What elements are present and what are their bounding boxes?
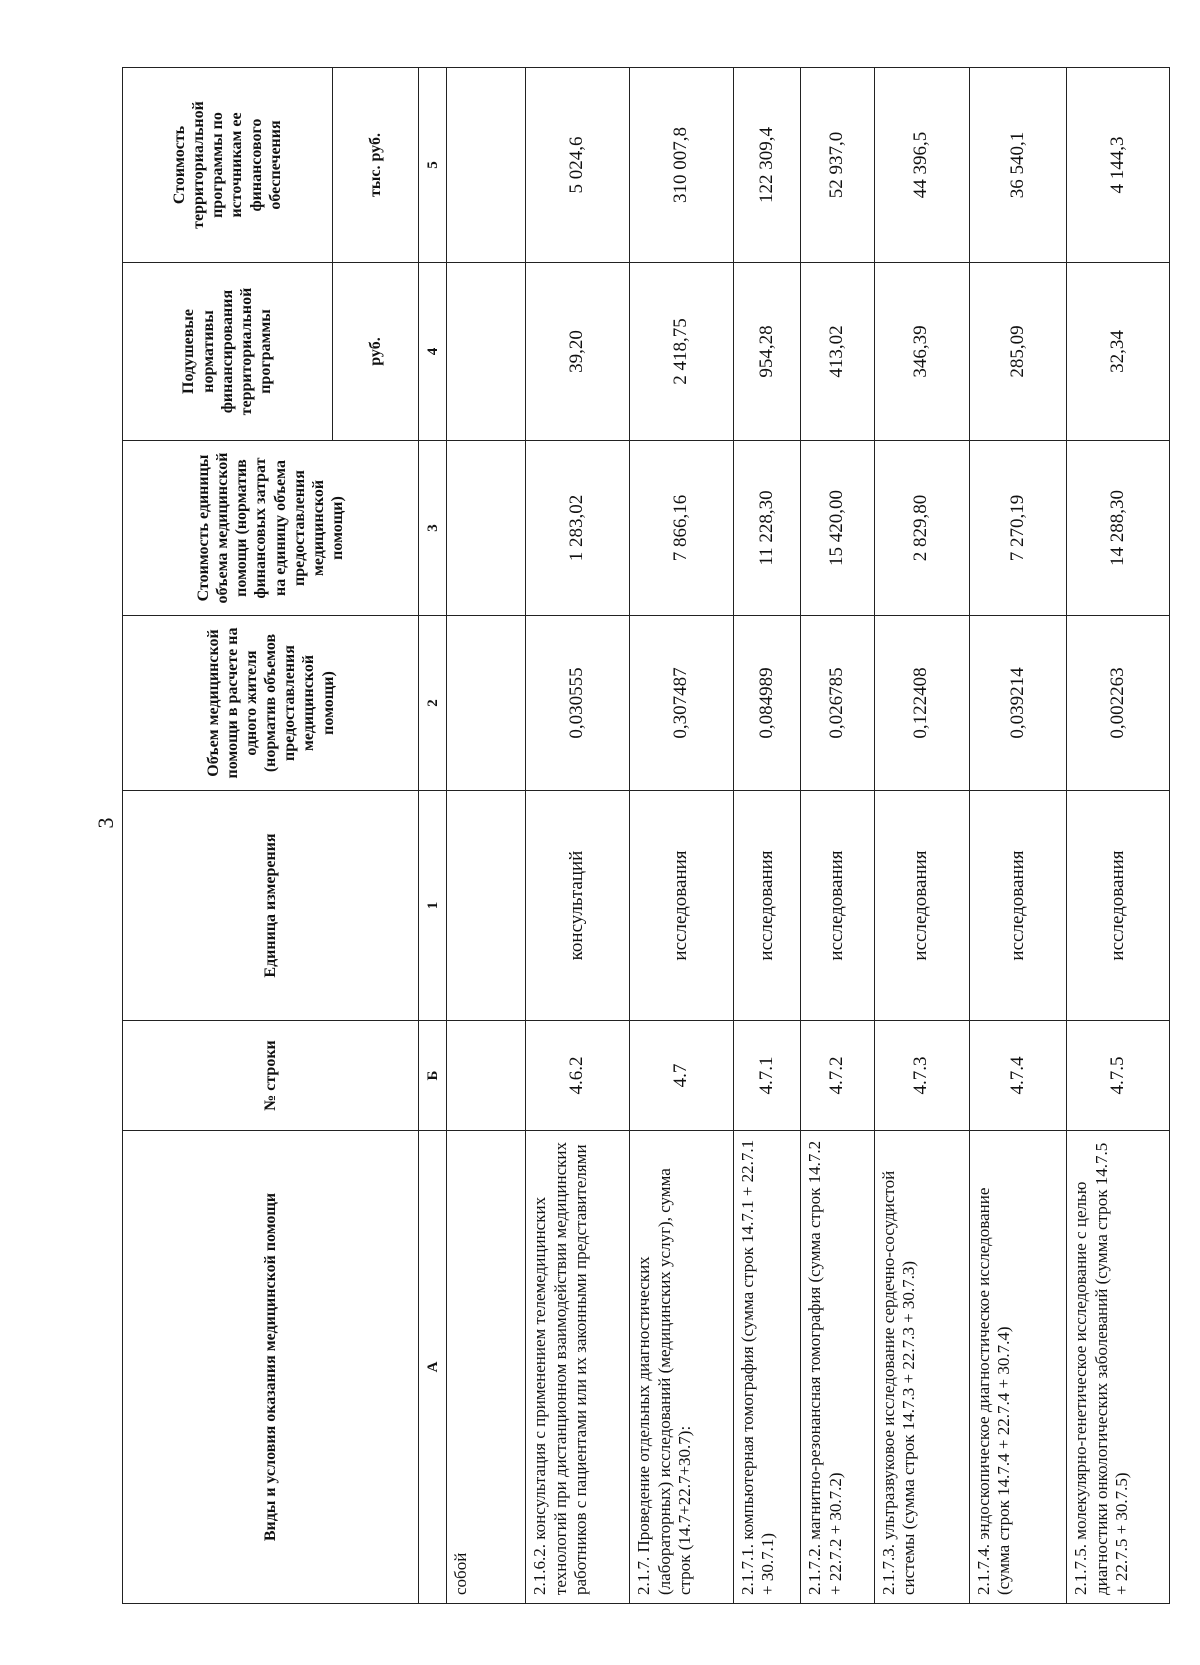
row-code: 4.7.2 (801, 1021, 875, 1131)
row-unit: исследования (630, 791, 734, 1021)
row-volume: 0,039214 (969, 616, 1066, 791)
header-unit: Единица измерения (123, 791, 419, 1021)
table-row (874, 68, 969, 1604)
row-unit: исследования (1067, 791, 1170, 1021)
row-unit: исследования (734, 791, 801, 1021)
column-index: А (419, 1131, 447, 1604)
row-code: 4.7.1 (734, 1021, 801, 1131)
column-index: 3 (419, 441, 447, 616)
unit-label-thousand-rub: тыс. руб. (332, 68, 419, 263)
column-index-row (419, 68, 447, 1604)
row-code: 4.7.4 (969, 1021, 1066, 1131)
row-code: 4.7 (630, 1021, 734, 1131)
row-description: 2.1.7. Проведение отдельных диагностических (лабораторных) исследований (медицинских услуг), сумма строк (14.7+22.7+30.7): (630, 1131, 734, 1604)
row-per-capita: 954,28 (734, 263, 801, 441)
header-row-number: № строки (123, 1021, 419, 1131)
row-code: 4.7.3 (874, 1021, 969, 1131)
row-per-capita: 2 418,75 (630, 263, 734, 441)
row-description: 2.1.7.3. ультразвуковое исследование сердечно-сосудистой системы (сумма строк 14.7.3 + 22.7.3 + 30.7.3) (874, 1131, 969, 1604)
row-cost-per-unit: 1 283,02 (526, 441, 630, 616)
column-index: Б (419, 1021, 447, 1131)
rotated-table-container (122, 68, 1170, 1604)
row-total: 4 144,3 (1067, 68, 1170, 263)
financing-table (122, 67, 1170, 1604)
row-description: 2.1.7.4. эндоскопическое диагностическое исследование (сумма строк 14.7.4 + 22.7.4 + 30.7.4) (969, 1131, 1066, 1604)
row-total: 52 937,0 (801, 68, 875, 263)
column-index: 1 (419, 791, 447, 1021)
page-number: 3 (93, 817, 118, 829)
row-per-capita: 32,34 (1067, 263, 1170, 441)
row-cost-per-unit: 11 228,30 (734, 441, 801, 616)
row-unit: исследования (874, 791, 969, 1021)
table-row (969, 68, 1066, 1604)
header-types: Виды и условия оказания медицинской помощи (123, 1131, 419, 1604)
column-index: 2 (419, 616, 447, 791)
header-volume: Объем медицинской помощи в расчете на одного жителя (норматив объемов предоставления медицинской помощи) (123, 616, 419, 791)
row-total: 44 396,5 (874, 68, 969, 263)
row-description: 2.1.6.2. консультация с применением телемедицинских технологий при дистанционном взаимодействии медицинских работников с пациентами или их законными представителями (526, 1131, 630, 1604)
row-volume: 0,084989 (734, 616, 801, 791)
row-description: 2.1.7.1. компьютерная томография (сумма строк 14.7.1 + 22.7.1 + 30.7.1) (734, 1131, 801, 1604)
header-total-cost: Стоимость территориальной программы по источникам ее финансового обеспечения (123, 68, 333, 263)
row-volume: 0,026785 (801, 616, 875, 791)
row-cost-per-unit: 7 866,16 (630, 441, 734, 616)
header-per-capita: Подушевые нормативы финансирования территориальной программы (123, 263, 333, 441)
row-volume: 0,122408 (874, 616, 969, 791)
table-row (630, 68, 734, 1604)
table-row (801, 68, 875, 1604)
row-cost-per-unit: 15 420,00 (801, 441, 875, 616)
table-row (1067, 68, 1170, 1604)
row-cost-per-unit: 14 288,30 (1067, 441, 1170, 616)
row-volume: 0,002263 (1067, 616, 1170, 791)
column-index: 5 (419, 68, 447, 263)
row-volume: 0,307487 (630, 616, 734, 791)
header-row (123, 68, 333, 1604)
column-index: 4 (419, 263, 447, 441)
row-description: 2.1.7.2. магнитно-резонансная томография (сумма строк 14.7.2 + 22.7.2 + 30.7.2) (801, 1131, 875, 1604)
row-total: 36 540,1 (969, 68, 1066, 263)
continuation-row (447, 68, 526, 1604)
row-per-capita: 39,20 (526, 263, 630, 441)
header-cost-per-unit: Стоимость единицы объема медицинской помощи (норматив финансовых затрат на единицу объема предоставления медицинской помощи) (123, 441, 419, 616)
table-row (734, 68, 801, 1604)
row-code: 4.6.2 (526, 1021, 630, 1131)
row-description: 2.1.7.5. молекулярно-генетическое исследование с целью диагностики онкологических заболеваний (сумма строк 14.7.5 + 22.7.5 + 30.7.5) (1067, 1131, 1170, 1604)
continuation-text: собой (447, 1131, 526, 1604)
row-code: 4.7.5 (1067, 1021, 1170, 1131)
row-cost-per-unit: 2 829,80 (874, 441, 969, 616)
row-total: 122 309,4 (734, 68, 801, 263)
row-cost-per-unit: 7 270,19 (969, 441, 1066, 616)
row-volume: 0,030555 (526, 616, 630, 791)
unit-label-rub: руб. (332, 263, 419, 441)
row-total: 310 007,8 (630, 68, 734, 263)
row-per-capita: 346,39 (874, 263, 969, 441)
row-unit: консультаций (526, 791, 630, 1021)
row-unit: исследования (801, 791, 875, 1021)
row-per-capita: 285,09 (969, 263, 1066, 441)
row-total: 5 024,6 (526, 68, 630, 263)
row-per-capita: 413,02 (801, 263, 875, 441)
table-row (526, 68, 630, 1604)
row-unit: исследования (969, 791, 1066, 1021)
